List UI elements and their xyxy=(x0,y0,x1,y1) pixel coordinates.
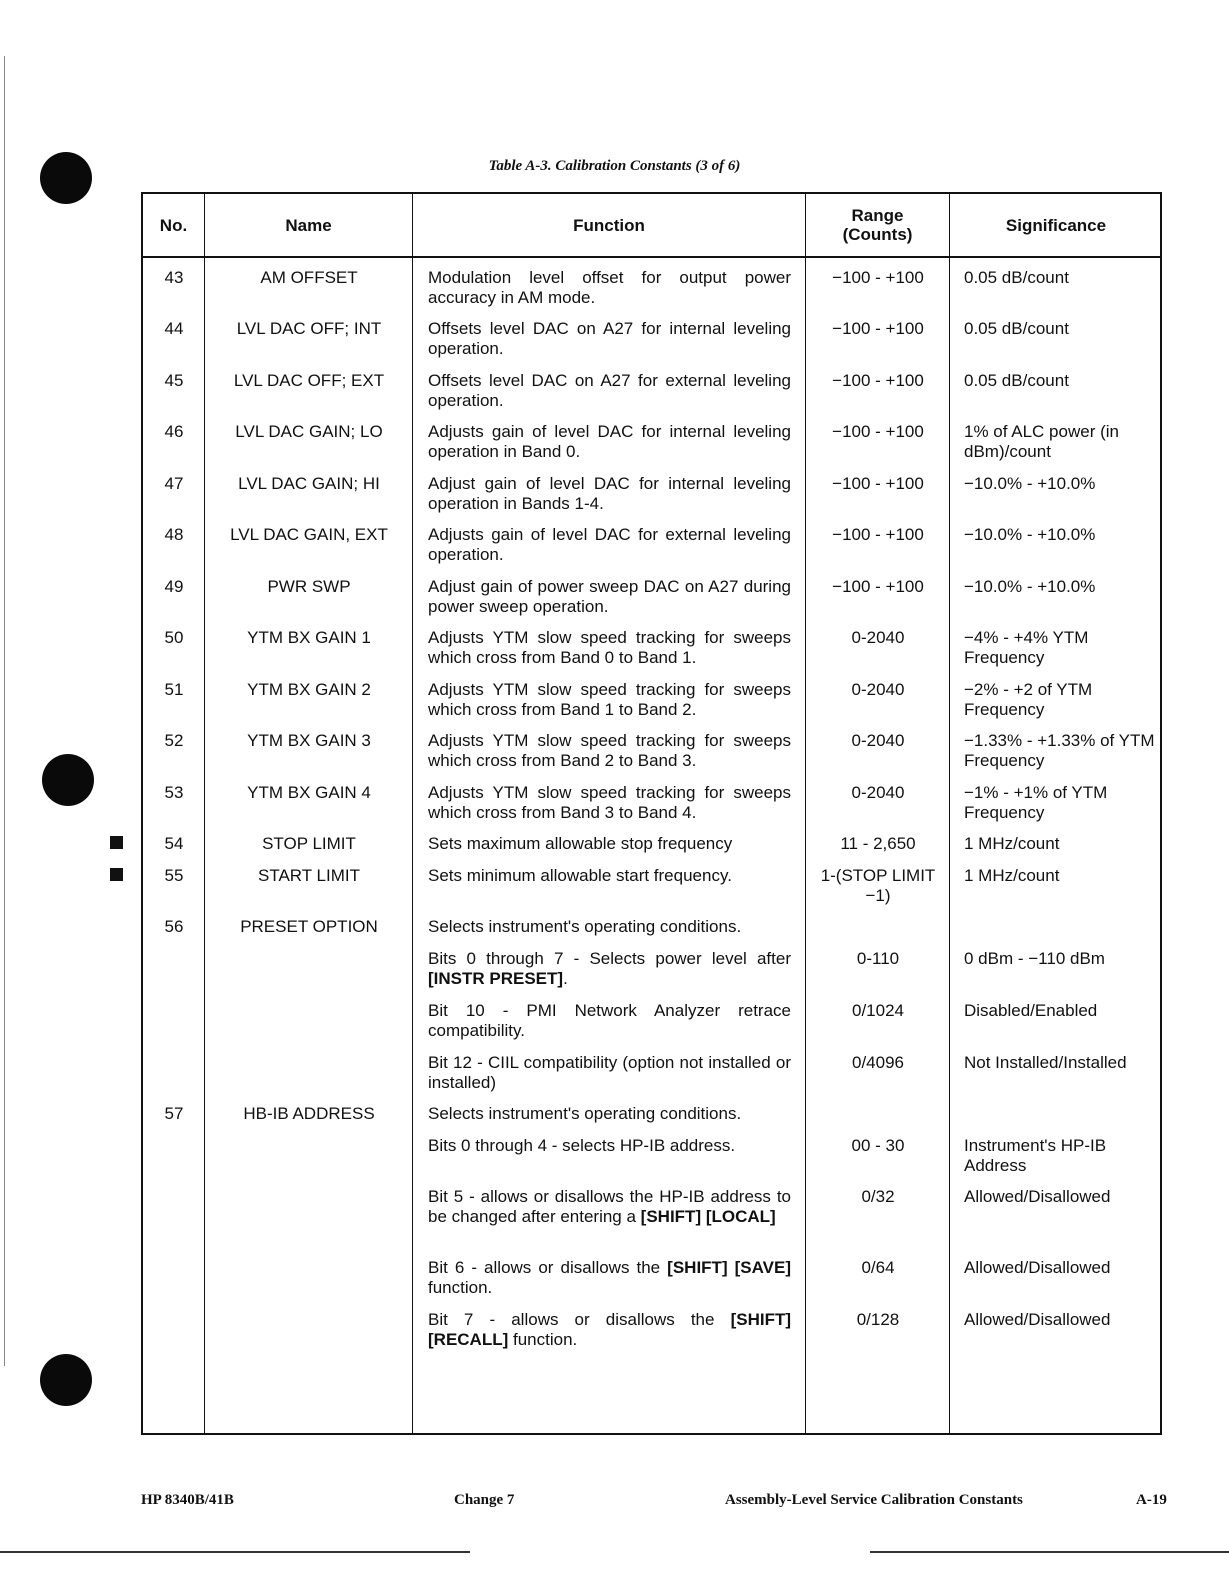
table-row xyxy=(143,1053,1160,1104)
row-function: Bit 10 - PMI Network Analyzer retrace compatibility. xyxy=(428,1001,791,1040)
row-name: YTM BX GAIN 4 xyxy=(247,783,371,802)
row-significance: 1 MHz/count xyxy=(964,834,1060,853)
row-name: LVL DAC GAIN, EXT xyxy=(230,525,388,544)
function-text-tail: function. xyxy=(428,1278,493,1297)
row-significance: −4% - +4% YTM Frequency xyxy=(964,628,1089,667)
row-significance: −1% - +1% of YTM Frequency xyxy=(964,783,1108,822)
row-number: 44 xyxy=(164,319,184,338)
header-range-line2: (Counts) xyxy=(842,225,913,244)
row-range: −100 - +100 xyxy=(832,577,924,596)
row-function xyxy=(428,1310,791,1350)
row-range: 00 - 30 xyxy=(851,1136,905,1155)
footer-model: HP 8340B/41B xyxy=(141,1492,234,1508)
function-text: Bits 0 through 7 - Selects power level after xyxy=(428,949,791,968)
row-number: 50 xyxy=(164,628,184,647)
row-function: Offsets level DAC on A27 for internal leveling operation. xyxy=(428,319,791,358)
function-text-tail: function. xyxy=(508,1330,578,1349)
function-text: Bit 6 - allows or disallows the xyxy=(428,1258,668,1277)
row-range: 0-110 xyxy=(856,949,900,968)
footer-section: Assembly-Level Service Calibration Constants xyxy=(725,1492,1023,1508)
table-row xyxy=(143,1104,1160,1136)
table-row xyxy=(143,680,1160,731)
table-row xyxy=(143,319,1160,370)
header-significance: Significance xyxy=(1005,215,1107,235)
header-function: Function xyxy=(573,215,645,235)
table-row xyxy=(143,1001,1160,1052)
row-significance: −10.0% - +10.0% xyxy=(964,474,1096,493)
row-number: 52 xyxy=(164,731,184,750)
row-number: 51 xyxy=(164,680,184,699)
row-function: Selects instrument's operating conditions. xyxy=(428,1104,742,1123)
row-name: YTM BX GAIN 2 xyxy=(247,680,371,699)
row-range: −100 - +100 xyxy=(832,422,924,441)
row-range: 0/64 xyxy=(861,1258,895,1277)
table-row xyxy=(143,949,1160,1000)
row-range: 0/4096 xyxy=(852,1053,904,1072)
row-significance: −1.33% - +1.33% of YTM Frequency xyxy=(964,731,1155,770)
table-row xyxy=(143,917,1160,949)
header-no: No. xyxy=(159,215,188,235)
table-row xyxy=(143,628,1160,679)
table-row xyxy=(143,268,1160,319)
row-name: START LIMIT xyxy=(257,866,361,885)
row-range: 0/1024 xyxy=(852,1001,904,1020)
row-number: 43 xyxy=(164,268,184,287)
row-name: LVL DAC GAIN; HI xyxy=(238,474,380,493)
row-function: Modulation level offset for output power accuracy in AM mode. xyxy=(428,268,791,307)
row-range: −100 - +100 xyxy=(832,268,924,287)
row-range: 0-2040 xyxy=(851,680,905,699)
header-range xyxy=(806,194,949,256)
row-range: −100 - +100 xyxy=(832,371,924,390)
table-row xyxy=(143,525,1160,576)
change-bar-marker xyxy=(110,868,123,881)
row-number: 47 xyxy=(164,474,184,493)
table-row xyxy=(143,834,1160,866)
change-bar-marker xyxy=(110,836,123,849)
row-function xyxy=(428,949,791,989)
row-name: YTM BX GAIN 3 xyxy=(247,731,371,750)
row-range: 0-2040 xyxy=(851,731,905,750)
table-row xyxy=(143,577,1160,628)
row-function xyxy=(428,1187,791,1227)
row-number: 57 xyxy=(164,1104,184,1123)
table-row xyxy=(143,1136,1160,1187)
row-function: Bits 0 through 4 - selects HP-IB address. xyxy=(428,1136,736,1155)
row-function: Adjusts YTM slow speed tracking for sweeps which cross from Band 1 to Band 2. xyxy=(428,680,791,719)
row-function: Adjust gain of level DAC for internal leveling operation in Bands 1-4. xyxy=(428,474,791,513)
row-name: LVL DAC OFF; INT xyxy=(236,319,382,338)
row-number: 45 xyxy=(164,371,184,390)
footer-change: Change 7 xyxy=(454,1492,515,1508)
row-range: 0-2040 xyxy=(851,628,905,647)
row-significance: 1 MHz/count xyxy=(964,866,1060,885)
row-name: HB-IB ADDRESS xyxy=(243,1104,375,1123)
row-function: Selects instrument's operating conditions. xyxy=(428,917,742,936)
row-significance: Instrument's HP-IB Address xyxy=(964,1136,1107,1175)
table-row xyxy=(143,1187,1160,1258)
row-number: 46 xyxy=(164,422,184,441)
bottom-rule xyxy=(0,1551,470,1553)
function-key-label: [SHIFT] [LOCAL] xyxy=(640,1207,776,1226)
row-function: Adjusts gain of level DAC for internal leveling operation in Band 0. xyxy=(428,422,791,461)
row-significance: 0.05 dB/count xyxy=(964,268,1069,287)
row-range: 0/128 xyxy=(856,1310,900,1329)
row-range: 11 - 2,650 xyxy=(840,834,916,853)
row-name: YTM BX GAIN 1 xyxy=(247,628,371,647)
table-caption: Table A-3. Calibration Constants (3 of 6) xyxy=(488,158,741,174)
row-number: 49 xyxy=(164,577,184,596)
row-name: PWR SWP xyxy=(267,577,351,596)
row-function: Adjusts YTM slow speed tracking for sweeps which cross from Band 2 to Band 3. xyxy=(428,731,791,770)
row-significance: 1% of ALC power (in dBm)/count xyxy=(964,422,1119,461)
row-significance: −2% - +2 of YTM Frequency xyxy=(964,680,1093,719)
function-text: Bit 5 - allows or disallows the HP-IB address to be changed after entering a xyxy=(428,1187,791,1226)
binder-hole-middle xyxy=(42,754,94,806)
table-row xyxy=(143,422,1160,473)
function-key-label: [INSTR PRESET] xyxy=(428,969,564,988)
header-name: Name xyxy=(285,215,332,235)
calibration-table xyxy=(141,192,1162,1435)
function-key-label: [SHIFT] [RECALL] xyxy=(428,1310,791,1349)
footer-page-number: A-19 xyxy=(1136,1492,1167,1508)
row-number: 55 xyxy=(164,866,184,885)
row-function: Adjusts YTM slow speed tracking for sweeps which cross from Band 0 to Band 1. xyxy=(428,628,791,667)
table-row xyxy=(143,866,1160,917)
row-function: Adjusts YTM slow speed tracking for sweeps which cross from Band 3 to Band 4. xyxy=(428,783,791,822)
row-significance: Allowed/Disallowed xyxy=(964,1258,1111,1277)
row-significance: −10.0% - +10.0% xyxy=(964,577,1096,596)
table-row xyxy=(143,474,1160,525)
row-significance: 0.05 dB/count xyxy=(964,371,1069,390)
row-function: Offsets level DAC on A27 for external leveling operation. xyxy=(428,371,791,410)
row-name: LVL DAC GAIN; LO xyxy=(235,422,383,441)
row-function: Sets minimum allowable start frequency. xyxy=(428,866,732,885)
row-function: Adjusts gain of level DAC for external leveling operation. xyxy=(428,525,791,564)
table-row xyxy=(143,371,1160,422)
row-significance: 0.05 dB/count xyxy=(964,319,1069,338)
row-name: LVL DAC OFF; EXT xyxy=(233,371,385,390)
row-name: AM OFFSET xyxy=(260,268,358,287)
row-range: 0-2040 xyxy=(851,783,905,802)
row-function: Bit 12 - CIIL compatibility (option not installed or installed) xyxy=(428,1053,791,1092)
row-range: −100 - +100 xyxy=(832,319,924,338)
row-significance: Disabled/Enabled xyxy=(964,1001,1098,1020)
page-edge-line xyxy=(4,56,5,1366)
row-significance: −10.0% - +10.0% xyxy=(964,525,1096,544)
row-range: −100 - +100 xyxy=(832,474,924,493)
row-range: 1-(STOP LIMIT −1) xyxy=(820,866,936,905)
table-row xyxy=(143,1258,1160,1309)
row-range: 0/32 xyxy=(861,1187,895,1206)
row-significance: Allowed/Disallowed xyxy=(964,1310,1111,1329)
function-text: Bit 7 - allows or disallows the xyxy=(428,1310,731,1329)
row-name: STOP LIMIT xyxy=(262,834,356,853)
table-row xyxy=(143,783,1160,834)
table-row xyxy=(143,1310,1160,1361)
row-function xyxy=(428,1258,791,1298)
header-range-line1: Range xyxy=(851,206,904,225)
row-number: 53 xyxy=(164,783,184,802)
function-key-label: [SHIFT] [SAVE] xyxy=(667,1258,791,1277)
row-significance: Allowed/Disallowed xyxy=(964,1187,1111,1206)
table-row xyxy=(143,731,1160,782)
row-number: 56 xyxy=(164,917,184,936)
binder-hole-bottom xyxy=(40,1354,92,1406)
row-significance: Not Installed/Installed xyxy=(964,1053,1127,1072)
function-text-tail: . xyxy=(563,969,568,988)
row-number: 54 xyxy=(164,834,184,853)
row-function: Sets maximum allowable stop frequency xyxy=(428,834,733,853)
row-range: −100 - +100 xyxy=(832,525,924,544)
row-name: PRESET OPTION xyxy=(240,917,378,936)
row-significance: 0 dBm - −110 dBm xyxy=(964,949,1105,968)
bottom-rule xyxy=(870,1551,1229,1553)
row-number: 48 xyxy=(164,525,184,544)
row-function: Adjust gain of power sweep DAC on A27 during power sweep operation. xyxy=(428,577,791,616)
